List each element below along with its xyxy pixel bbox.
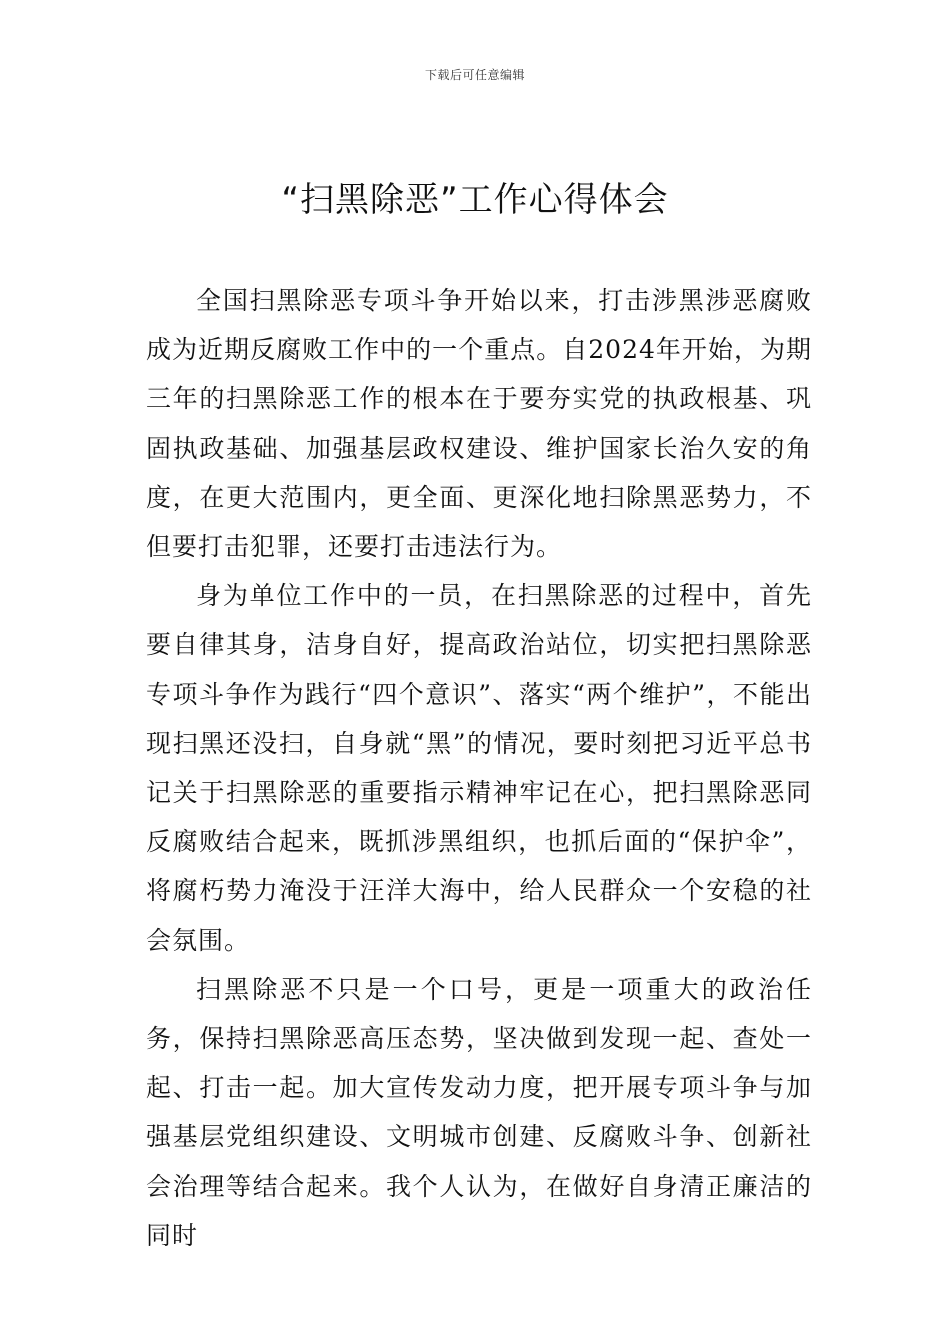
document-title: “扫黑除恶”工作心得体会: [281, 180, 669, 220]
body-paragraph-1: 全国扫黑除恶专项斗争开始以来，打击涉黑涉恶腐败成为近期反腐败工作中的一个重点。自2024年开始，为期三年的扫黑除恶工作的根本在于要夯实党的执政根基、巩固执政基础、加强基层政权建设、维护国家长治久安的角度，在更大范围内，更全面、更深化地扫除黑恶势力，不但要打击犯罪，还要打击违法行为。: [146, 286, 812, 562]
header-note: 下载后可任意编辑: [424, 68, 525, 82]
document-body: [146, 276, 812, 1260]
body-paragraph-3: 扫黑除恶不只是一个口号，更是一项重大的政治任务，保持扫黑除恶高压态势，坚决做到发现一起、查处一起、打击一起。加大宣传发动力度，把开展专项斗争与加强基层党组织建设、文明城市创建、反腐败斗争、创新社会治理等结合起来。我个人认为，在做好自身清正廉洁的同时: [146, 974, 812, 1250]
body-paragraph-2: 身为单位工作中的一员，在扫黑除恶的过程中，首先要自律其身，洁身自好，提高政治站位，切实把扫黑除恶专项斗争作为践行“四个意识”、落实“两个维护”，不能出现扫黑还没扫，自身就“黑”的情况，要时刻把习近平总书记关于扫黑除恶的重要指示精神牢记在心，把扫黑除恶同反腐败结合起来，既抓涉黑组织，也抓后面的“保护伞”，将腐朽势力淹没于汪洋大海中，给人民群众一个安稳的社会氛围。: [146, 581, 812, 955]
